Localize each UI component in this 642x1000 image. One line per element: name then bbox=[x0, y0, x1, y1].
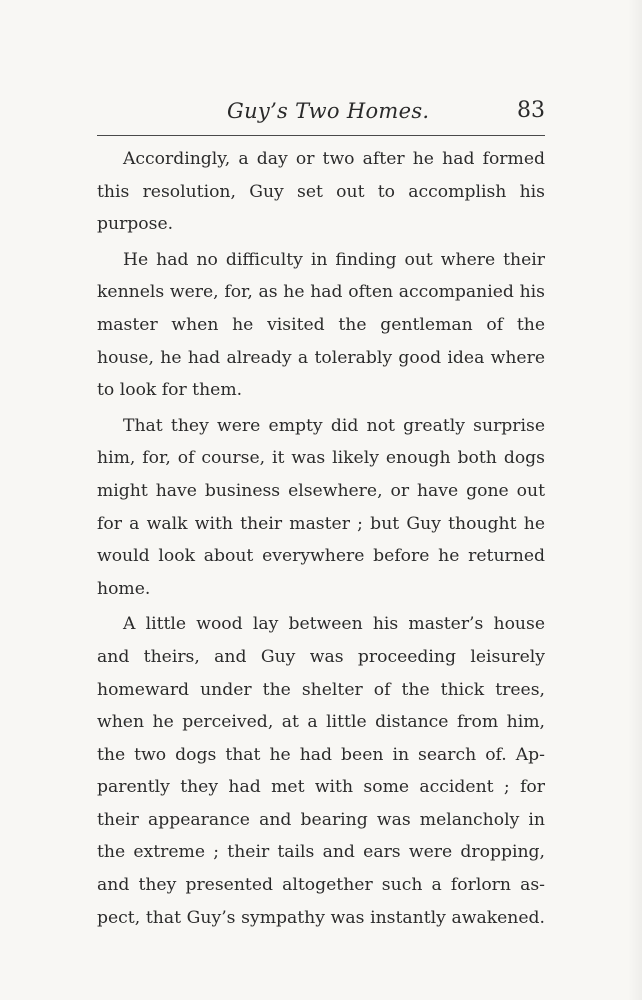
running-title: Guy’s Two Homes. bbox=[227, 99, 430, 123]
text-line: house, he had already a tolerably good idea where bbox=[97, 347, 545, 368]
text-line: master when he visited the gentleman of the bbox=[97, 314, 545, 335]
text-line: parently they had met with some accident ; for bbox=[97, 777, 545, 798]
text-line: kennels were, for, as he had often accompanied his bbox=[97, 282, 545, 303]
text-line: pect, that Guy’s sympathy was instantly awakened. bbox=[97, 907, 545, 928]
text-line: might have business elsewhere, or have gone out bbox=[97, 480, 545, 501]
text-line: him, for, of course, it was likely enough both dogs bbox=[97, 448, 545, 469]
text-line: home. bbox=[97, 578, 151, 599]
text-line: That they were empty did not greatly surprise bbox=[123, 415, 545, 436]
header-rule bbox=[97, 135, 545, 136]
page-header bbox=[97, 96, 545, 132]
text-line: and they presented altogether such a forlorn as- bbox=[97, 875, 545, 896]
text-line: He had no difficulty in finding out where their bbox=[123, 249, 545, 270]
text-line: and theirs, and Guy was proceeding leisurely bbox=[97, 646, 545, 667]
text-line: Accordingly, a day or two after he had formed bbox=[123, 149, 545, 169]
text-line: for a walk with their master ; but Guy thought he bbox=[97, 513, 545, 534]
page-number: 83 bbox=[517, 98, 545, 123]
text-line: purpose. bbox=[97, 214, 174, 235]
page-edge-shadow bbox=[628, 0, 642, 1000]
text-line: their appearance and bearing was melancholy in bbox=[97, 809, 545, 830]
text-line: when he perceived, at a little distance from him, bbox=[97, 712, 545, 733]
text-line: the extreme ; their tails and ears were dropping, bbox=[97, 842, 545, 863]
text-line: to look for them. bbox=[97, 380, 243, 401]
text-line: homeward under the shelter of the thick trees, bbox=[97, 679, 545, 700]
text-line: would look about everywhere before he returned bbox=[97, 546, 545, 567]
body-text bbox=[97, 143, 545, 934]
text-line: the two dogs that he had been in search of. Ap- bbox=[97, 744, 545, 765]
text-line: A little wood lay between his master’s house bbox=[123, 614, 545, 635]
text-line: this resolution, Guy set out to accomplish his bbox=[97, 181, 545, 202]
